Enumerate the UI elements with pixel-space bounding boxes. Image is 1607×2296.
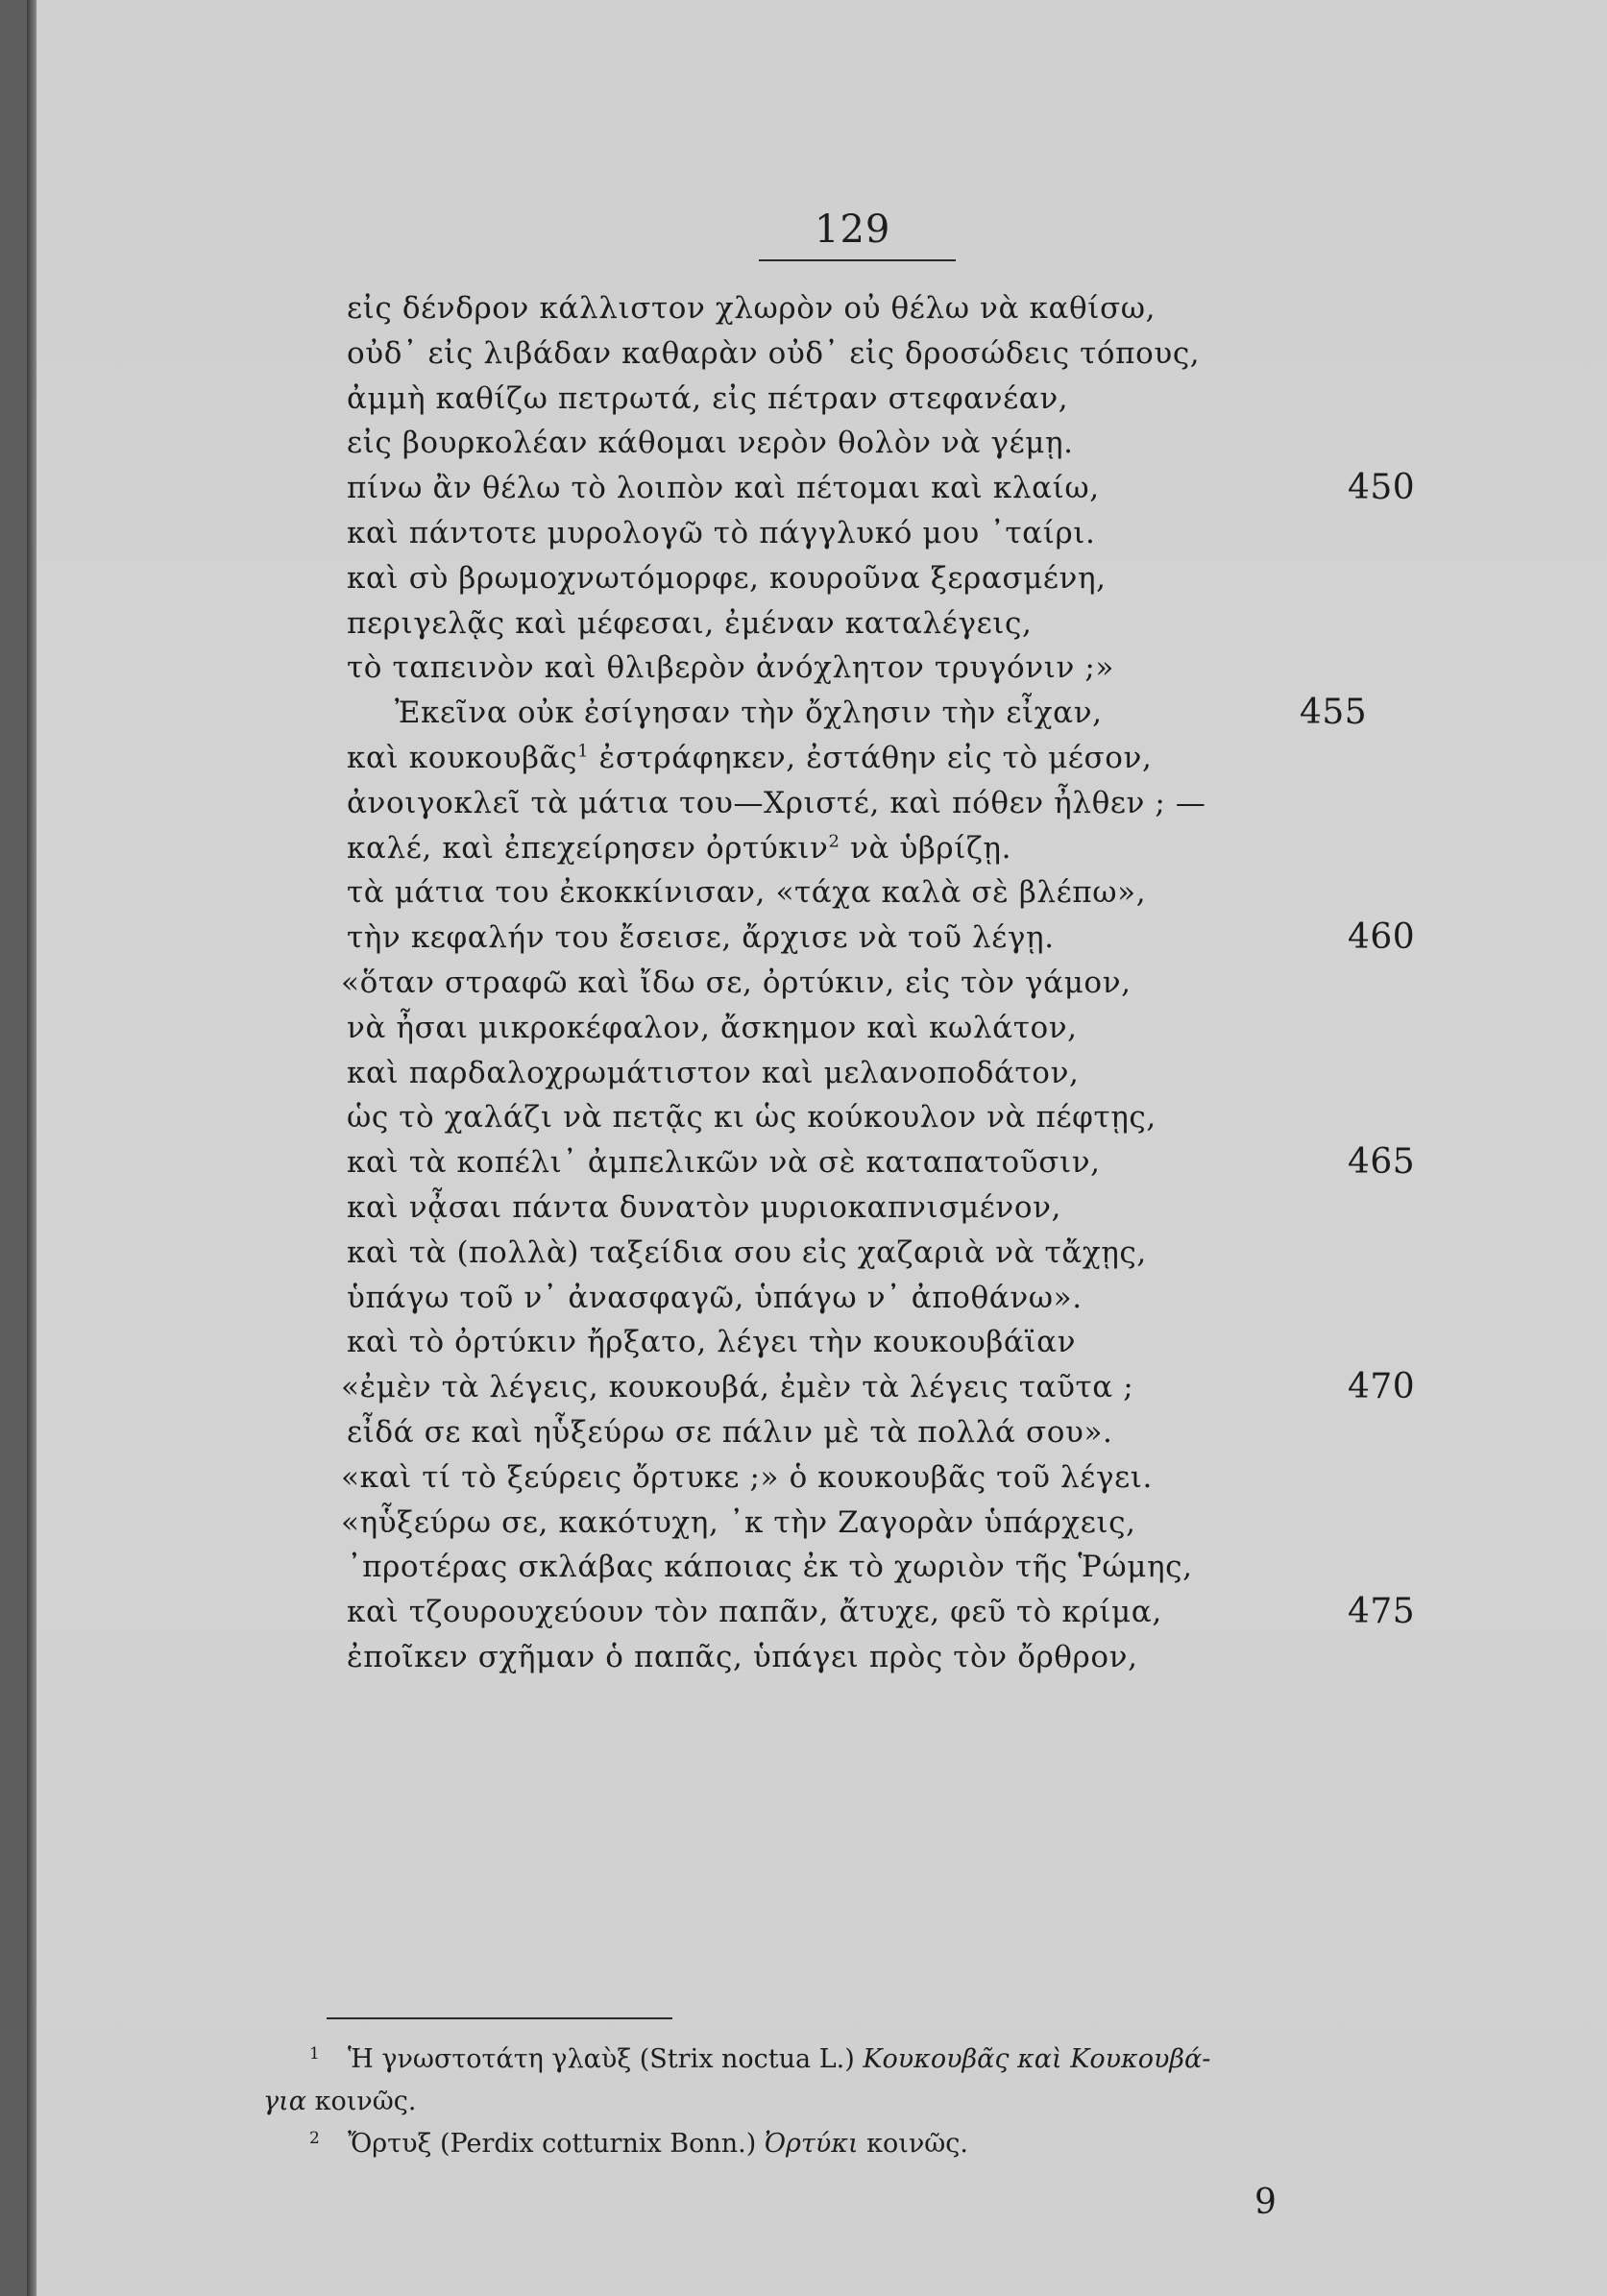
verse-text: εἶδά σε καὶ ηὗξεύρω σε πάλιν μὲ τὰ πολλά σου». xyxy=(347,1414,1113,1450)
footnote-2-italic: Ὀρτύκι xyxy=(764,2129,859,2159)
footnote-1-mark: 1 xyxy=(309,2044,320,2064)
verse-line xyxy=(347,601,1499,647)
verse-text: καὶ παρδαλοχρωμάτιστον καὶ μελανοποδάτον, xyxy=(347,1055,1080,1090)
verse-line xyxy=(347,421,1499,466)
verse-text: πίνω ἂν θέλω τὸ λοιπὸν καὶ πέτομαι καὶ κλαίω, xyxy=(347,471,1100,506)
verse-line xyxy=(341,1365,1499,1410)
verse-line xyxy=(347,1140,1499,1185)
verse-text: «καὶ τί τὸ ξεύρεις ὄρτυκε ;» ὁ κουκουβᾶς τοῦ λέγει. xyxy=(341,1459,1153,1495)
verse-line xyxy=(347,691,1499,736)
verse-text: καλέ, καὶ ἐπεχείρησεν ὀρτύκιν xyxy=(347,830,829,866)
verse-block xyxy=(341,286,1499,1680)
verse-line xyxy=(347,331,1499,377)
footnotes xyxy=(263,2039,1435,2165)
footnote-2-tail: κοινῶς. xyxy=(866,2129,968,2159)
verse-line xyxy=(341,1501,1499,1546)
verse-text: καὶ τὰ (πολλὰ) ταξείδια σου εἰς χαζαριὰ νὰ τἄχῃς, xyxy=(347,1234,1147,1270)
header-rule xyxy=(759,259,956,261)
verse-line xyxy=(347,1006,1499,1051)
verse-text: καὶ πάντοτε μυρολογῶ τὸ πάγγλυκό μου ᾽ταίρι. xyxy=(347,515,1096,550)
signature-mark: 9 xyxy=(1254,2183,1277,2222)
book-gutter xyxy=(27,0,37,2296)
verse-text: καὶ τζουρουχεύουν τὸν παπᾶν, ἄτυχε, φεῦ τὸ κρίμα, xyxy=(347,1595,1162,1630)
verse-text-rest: ἐστράφηκεν, ἐστάθην εἰς τὸ μέσον, xyxy=(589,740,1153,775)
verse-text: ἐποῖκεν σχῆμαν ὁ παπᾶς, ὑπάγει πρὸς τὸν ὄρθρον, xyxy=(347,1639,1138,1674)
verse-text: ᾽προτέρας σκλάβας κάποιας ἐκ τὸ χωριὸν τῆς Ῥώμης, xyxy=(347,1550,1193,1585)
verse-text: «ἐμὲν τὰ λέγεις, κουκουβά, ἐμὲν τὰ λέγεις ταῦτα ; xyxy=(341,1370,1134,1405)
verse-text-rest: νὰ ὑβρίζῃ. xyxy=(840,830,1012,866)
verse-line xyxy=(347,1635,1499,1680)
line-number: 470 xyxy=(1348,1367,1416,1407)
verse-text: καὶ κουκουβᾶς xyxy=(347,740,578,775)
verse-text: καὶ νᾆσαι πάντα δυνατὸν μυριοκαπνισμένον, xyxy=(347,1189,1061,1225)
verse-text: ἀνοιγοκλεῖ τὰ μάτια του—Χριστέ, καὶ πόθεν ἦλθεν ; — xyxy=(347,785,1206,820)
footnote-1-italic: Κουκουβᾶς καὶ Κουκουβά- xyxy=(863,2044,1211,2074)
verse-line xyxy=(347,1095,1499,1140)
verse-text: καὶ τὸ ὀρτύκιν ἤρξατο, λέγει τὴν κουκουβάϊαν xyxy=(347,1325,1077,1360)
verse-line xyxy=(347,1051,1499,1096)
footnote-1-continued xyxy=(263,2081,1435,2123)
verse-text: «ὅταν στραφῶ καὶ ἴδω σε, ὀρτύκιν, εἰς τὸν γάμον, xyxy=(341,965,1132,1000)
verse-line xyxy=(347,781,1499,826)
verse-text: ὑπάγω τοῦ ν᾽ ἀνασφαγῶ, ὑπάγω ν᾽ ἀποθάνω». xyxy=(347,1280,1083,1315)
line-number: 450 xyxy=(1348,468,1416,508)
verse-line xyxy=(347,1410,1499,1455)
footnote-1-cont-text: κοινῶς. xyxy=(314,2087,417,2116)
footnote-1-text: Ἡ γνωστοτάτη γλαὺξ (Strix noctua L.) xyxy=(348,2044,855,2074)
verse-line xyxy=(347,1276,1499,1321)
verse-line xyxy=(347,1545,1499,1590)
footnote-2-mark: 2 xyxy=(309,2129,320,2148)
verse-line xyxy=(347,870,1499,916)
line-number: 460 xyxy=(1348,917,1416,958)
book-page xyxy=(27,0,1607,2296)
line-number: 475 xyxy=(1348,1592,1416,1632)
line-number: 465 xyxy=(1348,1142,1416,1183)
verse-line xyxy=(347,511,1499,556)
verse-text: τὰ μάτια του ἐκοκκίνισαν, «τάχα καλὰ σὲ βλέπω», xyxy=(347,875,1147,911)
verse-line xyxy=(347,1231,1499,1276)
verse-line xyxy=(347,1320,1499,1365)
verse-text: «ηὗξεύρω σε, κακότυχη, ᾽κ τὴν Ζαγορὰν ὑπάρχεις, xyxy=(341,1504,1136,1540)
verse-text: ἀμμὴ καθίζω πετρωτά, εἰς πέτραν στεφανέαν, xyxy=(347,380,1069,416)
verse-line xyxy=(347,466,1499,511)
verse-line xyxy=(347,736,1499,781)
verse-text: καὶ τὰ κοπέλι᾽ ἀμπελικῶν νὰ σὲ καταπατοῦσιν, xyxy=(347,1145,1101,1181)
verse-line xyxy=(347,916,1499,961)
verse-text: τὸ ταπεινὸν καὶ θλιβερὸν ἀνόχλητον τρυγόνιν ;» xyxy=(347,650,1114,686)
verse-text: οὐδ᾽ εἰς λιβάδαν καθαρὰν οὐδ᾽ εἰς δροσώδεις τόπους, xyxy=(347,335,1201,371)
verse-line xyxy=(347,286,1499,331)
verse-line xyxy=(347,1590,1499,1635)
footnote-reference: 2 xyxy=(828,831,840,852)
footnote-2-text: Ὄρτυξ (Perdix cotturnix Bonn.) xyxy=(348,2129,757,2159)
verse-text: εἰς δένδρον κάλλιστον χλωρὸν οὐ θέλω νὰ καθίσω, xyxy=(347,291,1157,326)
footnote-rule xyxy=(327,2017,672,2019)
verse-line xyxy=(347,826,1499,871)
verse-text: τὴν κεφαλήν του ἔσεισε, ἄρχισε νὰ τοῦ λέγῃ. xyxy=(347,920,1055,956)
verse-text: Ἐκεῖνα οὐκ ἐσίγησαν τὴν ὄχλησιν τὴν εἶχαν, xyxy=(395,696,1103,731)
verse-line xyxy=(347,556,1499,601)
verse-line xyxy=(341,1455,1499,1501)
line-number: 455 xyxy=(1300,693,1368,733)
verse-line xyxy=(341,961,1499,1006)
footnote-reference: 1 xyxy=(577,741,590,762)
verse-line xyxy=(347,1185,1499,1231)
verse-text: καὶ σὺ βρωμοχνωτόμορφε, κουροῦνα ξερασμένη, xyxy=(347,560,1107,596)
verse-text: νὰ ἦσαι μικροκέφαλον, ἄσκημον καὶ κωλάτον, xyxy=(347,1010,1078,1045)
verse-text: εἰς βουρκολέαν κάθομαι νερὸν θολὸν νὰ γέμῃ. xyxy=(347,426,1074,461)
page-number: 129 xyxy=(815,208,891,252)
footnote-2 xyxy=(263,2123,1435,2165)
verse-line xyxy=(347,646,1499,691)
verse-text: περιγελᾷς καὶ μέφεσαι, ἐμέναν καταλέγεις, xyxy=(347,605,1033,641)
footnote-1 xyxy=(263,2039,1435,2081)
verse-line xyxy=(347,377,1499,422)
verse-text: ὡς τὸ χαλάζι νὰ πετᾷς κι ὡς κούκουλον νὰ πέφτῃς, xyxy=(347,1100,1157,1136)
footnote-1-cont-italic: για xyxy=(263,2087,306,2116)
